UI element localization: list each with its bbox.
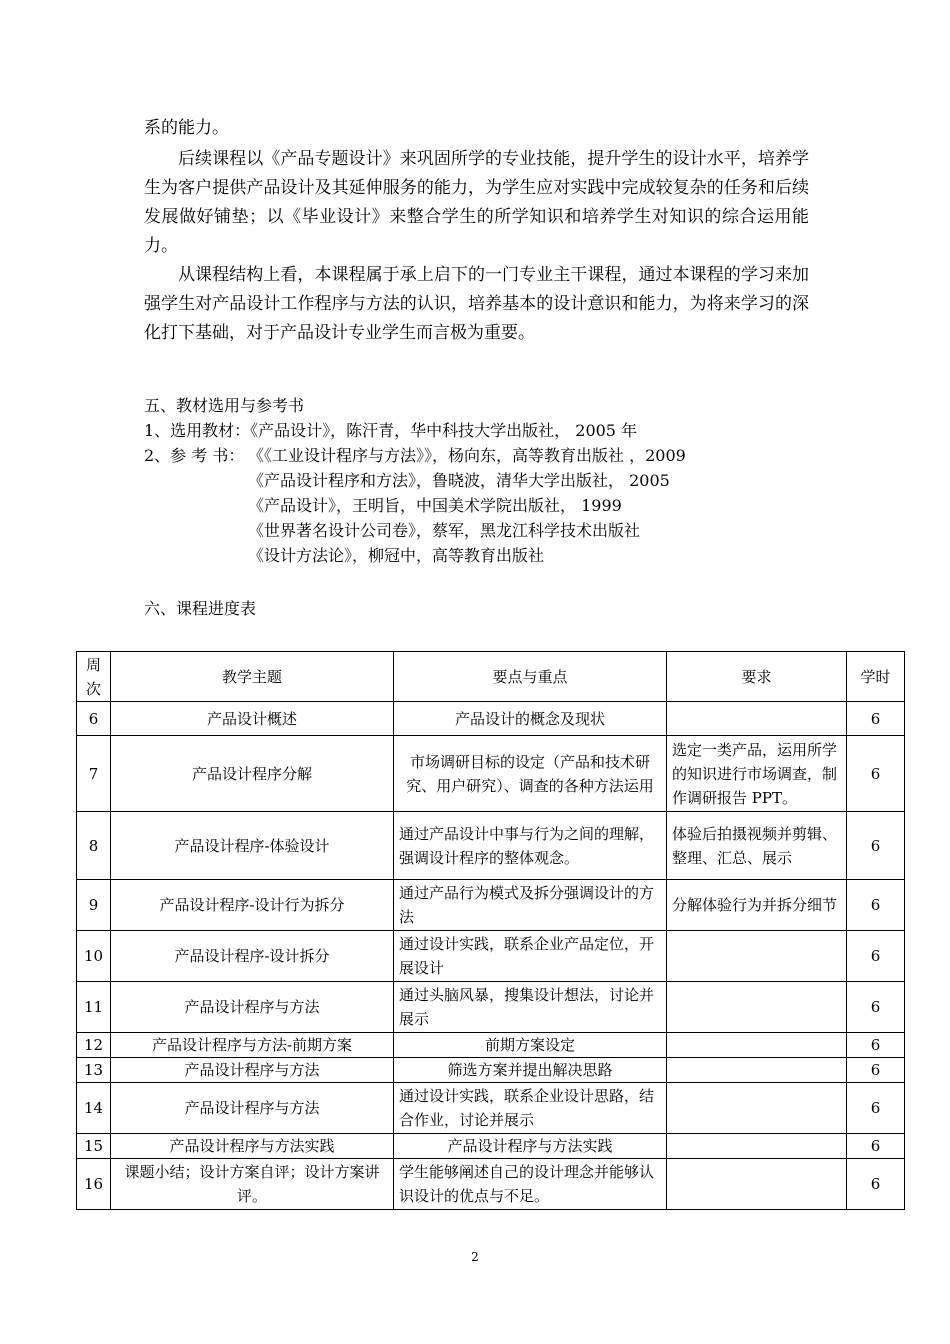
table-header-row	[77, 652, 905, 702]
cell-hours: 6	[847, 1083, 905, 1134]
cell-week: 9	[77, 880, 111, 931]
cell-week: 10	[77, 931, 111, 982]
cell-topic: 产品设计程序与方法	[111, 1083, 394, 1134]
cell-topic: 课题小结；设计方案自评；设计方案讲评。	[111, 1159, 394, 1210]
table-row	[77, 880, 905, 931]
cell-hours: 6	[847, 736, 905, 812]
table-row	[77, 1134, 905, 1159]
reference-item: 《世界著名设计公司卷》，蔡军，黑龙江科学技术出版社	[248, 521, 641, 540]
cell-topic: 产品设计程序与方法实践	[111, 1134, 394, 1159]
cell-hours: 6	[847, 1159, 905, 1210]
cell-topic: 产品设计程序-设计拆分	[111, 931, 394, 982]
cell-week: 11	[77, 982, 111, 1033]
cell-requirements	[667, 1033, 847, 1058]
table-row	[77, 812, 905, 880]
cell-points: 学生能够阐述自己的设计理念并能够认识设计的优点与不足。	[394, 1159, 667, 1210]
cell-hours: 6	[847, 812, 905, 880]
cell-week: 13	[77, 1058, 111, 1083]
cell-points: 筛选方案并提出解决思路	[394, 1058, 667, 1083]
cell-hours: 6	[847, 880, 905, 931]
reference-item: 《产品设计程序和方法》，鲁晓波，清华大学出版社， 2005	[248, 471, 670, 490]
section5-heading: 五、教材选用与参考书	[144, 396, 305, 415]
header-hours: 学时	[847, 652, 905, 702]
table-row	[77, 702, 905, 736]
cell-points: 前期方案设定	[394, 1033, 667, 1058]
cell-topic: 产品设计概述	[111, 702, 394, 736]
table-row	[77, 1033, 905, 1058]
table-row	[77, 1058, 905, 1083]
cell-requirements: 选定一类产品，运用所学的知识进行市场调查，制作调研报告 PPT。	[667, 736, 847, 812]
cell-topic: 产品设计程序分解	[111, 736, 394, 812]
cell-hours: 6	[847, 1058, 905, 1083]
cell-points: 通过产品设计中事与行为之间的理解，强调设计程序的整体观念。	[394, 812, 667, 880]
header-requirements: 要求	[667, 652, 847, 702]
cell-requirements: 分解体验行为并拆分细节	[667, 880, 847, 931]
cell-hours: 6	[847, 1033, 905, 1058]
course-schedule-table	[76, 651, 905, 1210]
cell-requirements	[667, 1083, 847, 1134]
table-row	[77, 1083, 905, 1134]
cell-week: 7	[77, 736, 111, 812]
page-number: 2	[471, 1250, 479, 1264]
table-row	[77, 931, 905, 982]
cell-hours: 6	[847, 982, 905, 1033]
cell-week: 14	[77, 1083, 111, 1134]
cell-requirements	[667, 1134, 847, 1159]
cell-topic: 产品设计程序-体验设计	[111, 812, 394, 880]
cell-requirements: 体验后拍摄视频并剪辑、整理、汇总、展示	[667, 812, 847, 880]
cell-hours: 6	[847, 1134, 905, 1159]
table-row	[77, 1159, 905, 1210]
paragraph-continuation: 系的能力。	[144, 118, 229, 138]
header-week: 周 次	[77, 652, 111, 702]
cell-topic: 产品设计程序与方法-前期方案	[111, 1033, 394, 1058]
cell-requirements	[667, 702, 847, 736]
cell-points: 通过产品行为模式及拆分强调设计的方法	[394, 880, 667, 931]
cell-topic: 产品设计程序与方法	[111, 982, 394, 1033]
refs-label: 2、参 考 书：	[144, 446, 245, 465]
cell-points: 产品设计程序与方法实践	[394, 1134, 667, 1159]
table-row	[77, 736, 905, 812]
cell-requirements	[667, 982, 847, 1033]
header-topic: 教学主题	[111, 652, 394, 702]
cell-requirements	[667, 1058, 847, 1083]
cell-requirements	[667, 1159, 847, 1210]
cell-week: 12	[77, 1033, 111, 1058]
cell-week: 6	[77, 702, 111, 736]
paragraph-course-structure: 从课程结构上看，本课程属于承上启下的一门专业主干课程，通过本课程的学习来加强学生对产品设计工作程序与方法的认识，培养基本的设计意识和能力，为将来学习的深化打下基础，对于产品设计专业学生而言极为重要。	[144, 265, 809, 343]
cell-hours: 6	[847, 702, 905, 736]
cell-hours: 6	[847, 931, 905, 982]
textbook-line: 1、选用教材：《产品设计》，陈汗青，华中科技大学出版社， 2005 年	[144, 421, 638, 440]
cell-week: 16	[77, 1159, 111, 1210]
header-points: 要点与重点	[394, 652, 667, 702]
cell-requirements	[667, 931, 847, 982]
cell-topic: 产品设计程序与方法	[111, 1058, 394, 1083]
cell-points: 通过设计实践，联系企业设计思路，结合作业，讨论并展示	[394, 1083, 667, 1134]
cell-week: 8	[77, 812, 111, 880]
cell-topic: 产品设计程序-设计行为拆分	[111, 880, 394, 931]
cell-points: 通过头脑风暴，搜集设计想法，讨论并展示	[394, 982, 667, 1033]
paragraph-follow-up-courses: 后续课程以《产品专题设计》来巩固所学的专业技能，提升学生的设计水平，培养学生为客户提供产品设计及其延伸服务的能力，为学生应对实践中完成较复杂的任务和后续发展做好铺垫；以《毕业设计》来整合学生的所学知识和培养学生对知识的综合运用能力。	[144, 149, 809, 256]
cell-points: 市场调研目标的设定（产品和技术研究、用户研究）、调查的各种方法运用	[394, 736, 667, 812]
cell-points: 通过设计实践，联系企业产品定位，开展设计	[394, 931, 667, 982]
reference-item: 《《工业设计程序与方法》》，杨向东，高等教育出版社 ，2009	[248, 446, 686, 465]
section6-heading: 六、课程进度表	[144, 599, 257, 618]
reference-item: 《设计方法论》，柳冠中，高等教育出版社	[248, 546, 545, 565]
cell-week: 15	[77, 1134, 111, 1159]
table-row	[77, 982, 905, 1033]
reference-item: 《产品设计》，王明旨，中国美术学院出版社， 1999	[248, 496, 622, 515]
cell-points: 产品设计的概念及现状	[394, 702, 667, 736]
